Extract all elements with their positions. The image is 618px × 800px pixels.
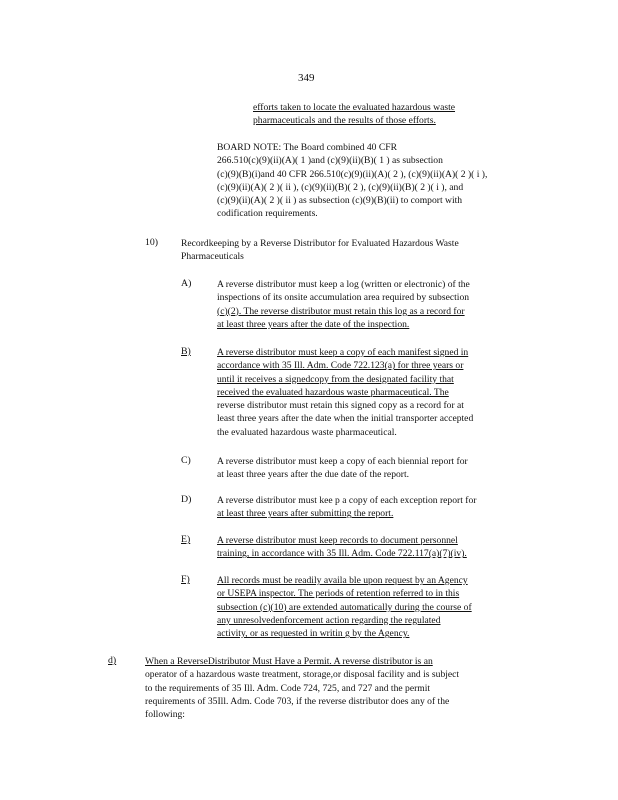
subitem-label: D)	[181, 494, 192, 505]
subitem-text	[217, 494, 543, 521]
board-note-line: (c)(9)(ii)(A)( 2 )( ii ) as subsection (c)(9)(B)(ii) to comport with	[217, 195, 463, 207]
text-line: reverse distributor must retain this signed copy as a record for at	[217, 400, 464, 412]
heading-line: Recordkeeping by a Reverse Distributor for Evaluated Hazardous Waste	[181, 238, 459, 249]
page-number: 349	[298, 72, 315, 84]
subitem-text	[217, 278, 543, 331]
board-note-line: codification requirements.	[217, 208, 318, 220]
board-note	[217, 141, 543, 221]
text-line: A reverse distributor must kee p a copy of each exception report for	[217, 495, 477, 506]
text-line: A reverse distributor must keep a log (written or electronic) of the	[217, 279, 470, 290]
subitem-label: E)	[181, 534, 191, 545]
subitem-label: C)	[181, 455, 191, 466]
board-note-line: (c)(9)(ii)(A)( 2 )( ii ), (c)(9)(ii)(B)( 2 ), (c)(9)(ii)(B)( 2 )( i ), and	[217, 181, 464, 193]
text-line: When a ReverseDistributor Must Have a Permit. A reverse distributor is an	[145, 656, 433, 667]
text-line: at least three years after the due date of the report.	[217, 469, 410, 481]
text-line: least three years after the date when the initial transporter accepted	[217, 413, 474, 425]
subitem-label: B)	[181, 346, 191, 357]
subitem-label: A)	[181, 278, 192, 289]
text-line: or USEPA inspector. The periods of retention referred to in this	[217, 588, 460, 600]
text-line: A reverse distributor must keep a copy of each biennial report for	[217, 456, 468, 467]
subitem-label: F)	[181, 574, 190, 585]
subitem-text	[217, 455, 543, 482]
text-line: training, in accordance with 35 Ill. Adm. Code 722.117(a)(7)(iv).	[217, 548, 467, 560]
intro-paragraph	[253, 101, 509, 128]
text-line: inspections of its onsite accumulation area required by subsection	[217, 292, 470, 304]
text-line: to the requirements of 35 Ill. Adm. Code 724, 725, and 727 and the permit	[145, 682, 431, 694]
text-line: any unresolvedenforcement action regarding the regulated	[217, 614, 441, 626]
text-line: A reverse distributor must keep records to document personnel	[217, 535, 458, 546]
item-heading	[181, 237, 527, 264]
board-note-line: 266.510(c)(9)(ii)(A)( 1 )and (c)(9)(ii)(B)( 1 ) as subsection	[217, 155, 443, 167]
text-line: efforts taken to locate the evaluated hazardous waste	[253, 102, 456, 113]
board-note-line: (c)(9)(B)(i)and 40 CFR 266.510(c)(9)(ii)(A)( 2 ), (c)(9)(ii)(A)( 2 )( i ),	[217, 168, 488, 180]
heading-line: Pharmaceuticals	[181, 251, 244, 263]
text-line: at least three years after submitting the report.	[217, 508, 394, 520]
text-line: received the evaluated hazardous waste pharmaceutical. The	[217, 386, 449, 398]
text-line: requirements of 35Ill. Adm. Code 703, if the reverse distributor does any of the	[145, 695, 450, 707]
text-line: until it receives a signedcopy from the designated facility that	[217, 373, 454, 385]
text-line: All records must be readily availa ble upon request by an Agency	[217, 575, 468, 586]
text-line: subsection (c)(10) are extended automatically during the course of	[217, 601, 472, 613]
item-label: 10)	[145, 237, 159, 248]
section-text	[145, 655, 543, 721]
subitem-text	[217, 346, 543, 439]
text-line: activity, or as requested in writin g by the Agency.	[217, 628, 410, 640]
text-line: at least three years after the date of the inspection.	[217, 318, 410, 330]
text-line: pharmaceuticals and the results of those efforts.	[253, 115, 436, 127]
text-line: (c)(2). The reverse distributor must retain this log as a record for	[217, 305, 465, 317]
subitem-text	[217, 574, 543, 640]
section-label: d)	[108, 655, 117, 666]
text-line: accordance with 35 Ill. Adm. Code 722.123(a) for three years or	[217, 360, 464, 372]
board-note-line: BOARD NOTE: The Board combined 40 CFR	[217, 142, 397, 153]
text-line: the evaluated hazardous waste pharmaceutical.	[217, 426, 397, 438]
text-line: operator of a hazardous waste treatment, storage,or disposal facility and is subject	[145, 669, 460, 681]
subitem-text	[217, 534, 543, 561]
text-line: A reverse distributor must keep a copy of each manifest signed in	[217, 347, 469, 358]
text-line: following:	[145, 709, 185, 721]
